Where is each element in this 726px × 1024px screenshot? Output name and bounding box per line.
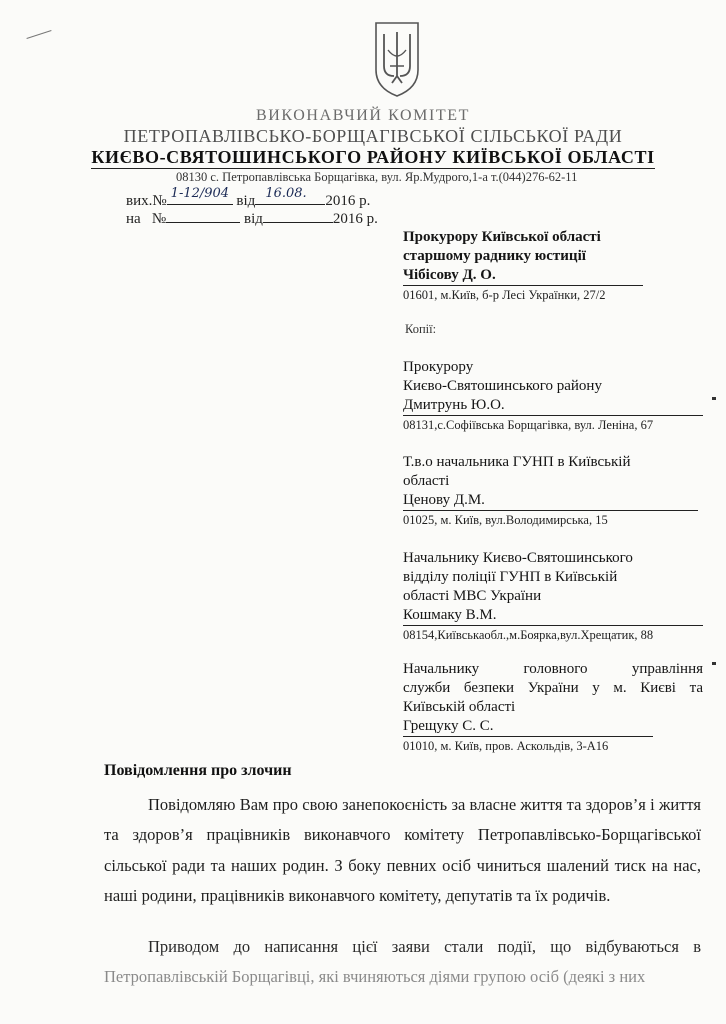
incoming-year: 2016 р. bbox=[332, 211, 378, 227]
addressee-copy2-line2: області bbox=[403, 473, 450, 489]
addressee-copy2-line1: Т.в.о начальника ГУНП в Київській bbox=[403, 454, 631, 470]
trident-emblem-icon bbox=[372, 20, 422, 98]
margin-mark bbox=[712, 662, 716, 665]
outgoing-reference bbox=[126, 186, 371, 210]
addressee-copy2-name: Ценову Д.М. bbox=[403, 492, 485, 508]
addressee-copy3-line3: області МВС України bbox=[403, 588, 542, 604]
addressee-primary bbox=[403, 228, 643, 303]
body-paragraph-2 bbox=[104, 932, 701, 993]
incoming-reference bbox=[126, 208, 378, 228]
addressee-copy4-line1: Начальнику головного управління bbox=[403, 661, 703, 677]
pen-stroke-mark bbox=[26, 30, 51, 39]
addressee-copy2-post: 01025, м. Київ, вул.Володимирська, 15 bbox=[403, 510, 698, 528]
incoming-date-field bbox=[263, 208, 333, 223]
letter-subject: Повідомлення про злочин bbox=[104, 762, 292, 779]
body-paragraph-1: Повідомляю Вам про свою занепокоєність за власне життя та здоров’я і життя та здоров’я працівників виконавчого комітету Петропавлівсько-Борщагівської сільської ради та наших родин. З боку певних осіб чиниться шалений тиск на нас, наші родини, працівників виконавчого комітету, депутатів та їх родичів. bbox=[104, 795, 701, 905]
addressee-copy4-name: Грещуку С. С. bbox=[403, 718, 494, 734]
addressee-copy4-post: 01010, м. Київ, пров. Аскольдів, 3-А16 bbox=[403, 736, 653, 754]
addressee-copy1-post: 08131,с.Софіївська Борщагівка, вул. Леніна, 67 bbox=[403, 415, 703, 433]
outgoing-number-field bbox=[167, 186, 233, 205]
addressee-primary-line2: старшому раднику юстиції bbox=[403, 248, 586, 264]
header-district-text: КИЄВО-СВЯТОШИНСЬКОГО РАЙОНУ КИЇВСЬКОЇ ОБЛАСТІ bbox=[91, 147, 655, 167]
body-paragraph-2-line1: Приводом до написання цієї заяви стали події, що відбуваються в bbox=[148, 937, 701, 956]
margin-mark bbox=[712, 397, 716, 400]
addressee-copy4-line2: служби безпеки України у м. Києві та bbox=[403, 680, 703, 696]
addressee-copy1-name: Дмитрунь Ю.О. bbox=[403, 397, 505, 413]
addressee-copy4 bbox=[403, 660, 703, 754]
addressee-copy3-post: 08154,Київськаобл.,м.Боярка,вул.Хрещатик, 88 bbox=[403, 625, 703, 643]
outgoing-prefix: вих.№ bbox=[126, 193, 167, 209]
header-committee: ВИКОНАВЧИЙ КОМІТЕТ bbox=[255, 107, 471, 124]
outgoing-number: 1-12/904 bbox=[170, 186, 230, 201]
addressee-copy4-line3: Київській області bbox=[403, 699, 516, 715]
addressee-primary-post: 01601, м.Київ, б-р Лесі Українки, 27/2 bbox=[403, 285, 643, 303]
addressee-copy2 bbox=[403, 453, 698, 528]
body-paragraph-2-line2: Петропавлівській Борщагівці, які вчиняються діями групою осіб (деякі з них bbox=[104, 967, 646, 987]
header-council: ПЕТРОПАВЛІВСЬКО-БОРЩАГІВСЬКОЇ СІЛЬСЬКОЇ РАДИ bbox=[123, 126, 623, 146]
addressee-copy3 bbox=[403, 549, 703, 643]
outgoing-date: 16.08. bbox=[265, 186, 307, 201]
incoming-from-word: від bbox=[244, 211, 263, 227]
outgoing-date-field bbox=[255, 186, 325, 205]
header-address: 08130 с. Петропавлівська Борщагівка, вул. Яр.Мудрого,1-а т.(044)276-62-11 bbox=[176, 170, 578, 184]
outgoing-year: 2016 р. bbox=[325, 193, 371, 209]
addressee-primary-name: Чібісову Д. О. bbox=[403, 267, 496, 283]
incoming-number-field bbox=[166, 208, 240, 223]
addressee-copy1-line2: Києво-Святошинського району bbox=[403, 378, 602, 394]
addressee-copy3-line1: Начальнику Києво-Святошинського bbox=[403, 550, 633, 566]
addressee-copy1 bbox=[403, 358, 703, 433]
addressee-copy3-line2: відділу поліції ГУНП в Київській bbox=[403, 569, 618, 585]
outgoing-from-word: від bbox=[236, 193, 256, 209]
addressee-copy1-line1: Прокурору bbox=[403, 359, 474, 375]
header-district bbox=[10, 147, 726, 168]
copies-label: Копії: bbox=[405, 322, 437, 336]
addressee-primary-line1: Прокурору Київської області bbox=[403, 229, 601, 245]
incoming-prefix: на № bbox=[126, 211, 167, 227]
addressee-copy3-name: Кошмаку В.М. bbox=[403, 607, 497, 623]
